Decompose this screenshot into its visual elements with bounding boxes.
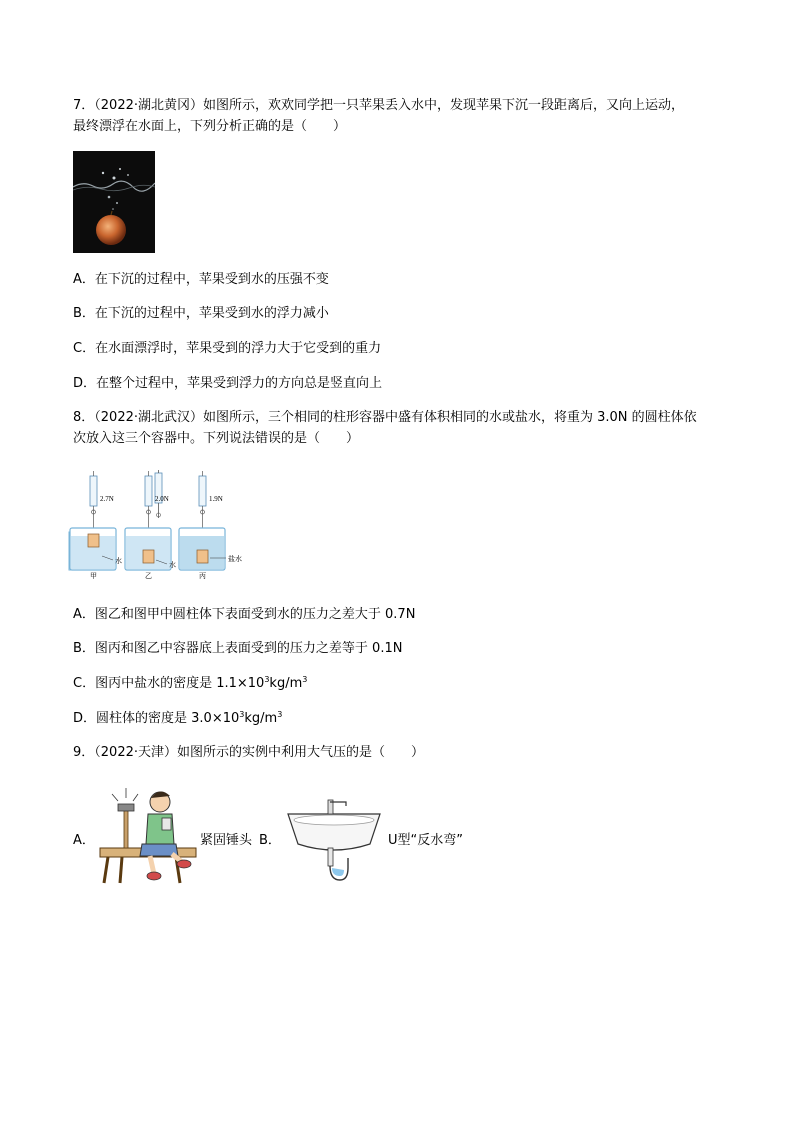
liquid-label-1: 水 bbox=[115, 557, 122, 565]
caption-yi: 乙 bbox=[145, 572, 152, 580]
liquid-label-3: 盐水 bbox=[228, 555, 242, 563]
q7-option-b[interactable]: B．在下沉的过程中，苹果受到水的浮力减小 bbox=[73, 306, 329, 321]
containers-detail bbox=[66, 470, 246, 582]
q8-option-d-exp: 3 bbox=[239, 710, 245, 719]
reading-1: 2.7N bbox=[100, 495, 114, 503]
q9-option-a-letter[interactable]: A． bbox=[73, 833, 95, 848]
q8-option-d-prefix: D．圆柱体的密度是 3.0×10 bbox=[73, 711, 240, 726]
q7-option-d[interactable]: D．在整个过程中，苹果受到浮力的方向总是竖直向上 bbox=[73, 376, 383, 391]
q9-stem: 9．（2022·天津）如图所示的实例中利用大气压的是（ ） bbox=[73, 745, 424, 760]
q8-option-c-unit: kg/m bbox=[269, 676, 303, 691]
q7-option-c[interactable]: C．在水面漂浮时，苹果受到的浮力大于它受到的重力 bbox=[73, 341, 382, 356]
apple-in-water-photo bbox=[73, 151, 155, 253]
q7-option-a[interactable]: A．在下沉的过程中，苹果受到水的压强不变 bbox=[73, 272, 329, 287]
q8-stem-line1: 8．（2022·湖北武汉）如图所示，三个相同的柱形容器中盛有体积相同的水或盐水，将重为 3.0N 的圆柱体依 bbox=[73, 410, 697, 425]
q8-option-d-unit-exp: 3 bbox=[277, 710, 283, 719]
q7-stem-line2: 最终漂浮在水面上，下列分析正确的是（ ） bbox=[73, 119, 347, 134]
reading-2: 2.0N bbox=[155, 495, 169, 503]
q8-option-d-unit: kg/m bbox=[244, 711, 278, 726]
q9-option-b-letter[interactable]: B． bbox=[259, 833, 281, 848]
q8-option-d[interactable] bbox=[73, 711, 282, 727]
sink-u-trap-illustration bbox=[284, 796, 384, 886]
hammer-tightening-illustration bbox=[96, 784, 200, 886]
q8-option-a[interactable]: A．图乙和图甲中圆柱体下表面受到水的压力之差大于 0.7N bbox=[73, 607, 416, 622]
caption-jia: 甲 bbox=[90, 572, 97, 580]
q8-option-c-unit-exp: 3 bbox=[302, 675, 308, 684]
reading-3: 1.9N bbox=[209, 495, 223, 503]
liquid-label-2: 水 bbox=[169, 561, 176, 569]
q8-option-c-prefix: C．图丙中盐水的密度是 1.1×10 bbox=[73, 676, 265, 691]
q9-option-b-text[interactable]: U型“反水弯” bbox=[388, 833, 463, 848]
q8-option-c-exp: 3 bbox=[264, 675, 270, 684]
q8-option-c[interactable] bbox=[73, 676, 307, 692]
q8-stem-line2: 次放入这三个容器中。下列说法错误的是（ ） bbox=[73, 431, 360, 446]
caption-bing: 丙 bbox=[199, 572, 206, 580]
q7-stem-line1: 7．（2022·湖北黄冈）如图所示，欢欢同学把一只苹果丢入水中，发现苹果下沉一段距离后，又向上运动， bbox=[73, 98, 684, 113]
q9-option-a-text[interactable]: 紧固锤头 bbox=[200, 833, 253, 848]
q8-option-b[interactable]: B．图丙和图乙中容器底上表面受到的压力之差等于 0.1N bbox=[73, 641, 403, 656]
